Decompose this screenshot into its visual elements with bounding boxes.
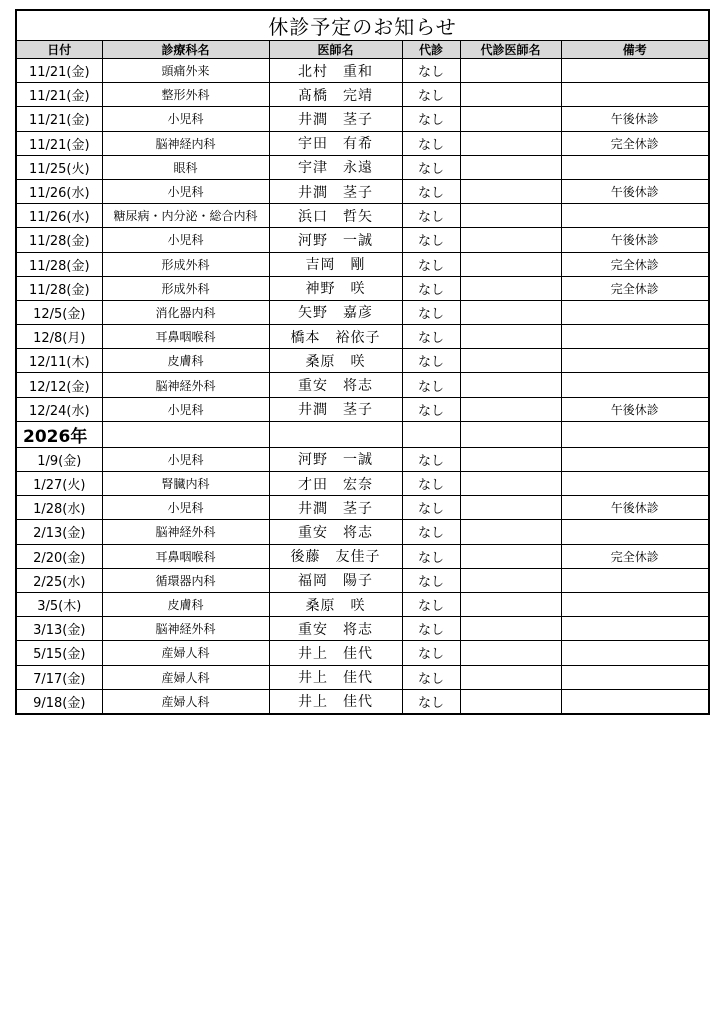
cell-doctor: 神野 咲 [269,276,402,300]
cell-doctor: 井上 佳代 [269,641,402,665]
cell-doctor: 重安 将志 [269,520,402,544]
cell-substitute-doctor [460,544,561,568]
empty-cell [269,421,402,447]
cell-remarks: 午後休診 [561,107,709,131]
header-department: 診療科名 [102,41,269,59]
cell-substitute: なし [402,617,460,641]
cell-department: 腎臓内科 [102,472,269,496]
header-doctor: 医師名 [269,41,402,59]
cell-substitute: なし [402,83,460,107]
cell-remarks: 完全休診 [561,544,709,568]
cell-date: 1/9(金) [16,447,102,471]
cell-date: 2/20(金) [16,544,102,568]
table-row [16,472,709,496]
cell-substitute: なし [402,665,460,689]
cell-department: 小児科 [102,107,269,131]
cell-date: 2/25(水) [16,568,102,592]
table-row [16,689,709,714]
table-row [16,496,709,520]
cell-substitute-doctor [460,325,561,349]
empty-cell [561,421,709,447]
cell-date: 2/13(金) [16,520,102,544]
cell-remarks [561,204,709,228]
cell-substitute: なし [402,373,460,397]
cell-doctor: 重安 将志 [269,617,402,641]
cell-department: 糖尿病・内分泌・総合内科 [102,204,269,228]
cell-department: 消化器内科 [102,300,269,324]
cell-remarks [561,520,709,544]
cell-doctor: 橋本 裕依子 [269,325,402,349]
cell-remarks [561,689,709,714]
header-substitute-doctor: 代診医師名 [460,41,561,59]
cell-date: 3/5(木) [16,592,102,616]
table-row [16,83,709,107]
cell-remarks [561,349,709,373]
cell-department: 産婦人科 [102,689,269,714]
cell-substitute-doctor [460,276,561,300]
closure-schedule-table [15,9,710,715]
cell-date: 12/11(木) [16,349,102,373]
cell-doctor: 重安 将志 [269,373,402,397]
cell-substitute-doctor [460,204,561,228]
year-label: 2026年 [16,421,102,447]
table-row [16,204,709,228]
cell-remarks [561,155,709,179]
table-row [16,641,709,665]
cell-doctor: 矢野 嘉彦 [269,300,402,324]
cell-substitute: なし [402,59,460,83]
table-row [16,349,709,373]
cell-department: 小児科 [102,447,269,471]
cell-department: 脳神経内科 [102,131,269,155]
cell-date: 7/17(金) [16,665,102,689]
table-row [16,300,709,324]
cell-doctor: 井澗 茎子 [269,107,402,131]
cell-department: 脳神経外科 [102,617,269,641]
cell-substitute: なし [402,496,460,520]
header-substitute: 代診 [402,41,460,59]
cell-department: 小児科 [102,397,269,421]
cell-date: 12/24(水) [16,397,102,421]
table-row [16,373,709,397]
cell-doctor: 浜口 哲矢 [269,204,402,228]
cell-substitute-doctor [460,689,561,714]
cell-substitute-doctor [460,300,561,324]
cell-doctor: 桑原 咲 [269,349,402,373]
cell-date: 11/25(火) [16,155,102,179]
cell-substitute: なし [402,325,460,349]
table-row [16,59,709,83]
cell-remarks: 午後休診 [561,397,709,421]
cell-doctor: 河野 一誠 [269,447,402,471]
cell-department: 脳神経外科 [102,373,269,397]
table-row [16,252,709,276]
cell-doctor: 宇田 有希 [269,131,402,155]
cell-substitute-doctor [460,349,561,373]
cell-department: 形成外科 [102,276,269,300]
cell-date: 12/8(月) [16,325,102,349]
cell-date: 12/5(金) [16,300,102,324]
cell-date: 11/28(金) [16,252,102,276]
cell-substitute-doctor [460,447,561,471]
cell-date: 1/27(火) [16,472,102,496]
cell-remarks: 完全休診 [561,276,709,300]
cell-department: 皮膚科 [102,349,269,373]
cell-remarks: 午後休診 [561,496,709,520]
cell-remarks: 完全休診 [561,252,709,276]
cell-substitute: なし [402,544,460,568]
table-row [16,520,709,544]
cell-substitute-doctor [460,568,561,592]
table-row [16,568,709,592]
table-row [16,228,709,252]
cell-department: 整形外科 [102,83,269,107]
cell-date: 5/15(金) [16,641,102,665]
cell-remarks [561,568,709,592]
cell-remarks [561,373,709,397]
cell-department: 産婦人科 [102,641,269,665]
cell-date: 11/28(金) [16,276,102,300]
cell-department: 皮膚科 [102,592,269,616]
cell-department: 小児科 [102,179,269,203]
cell-doctor: 宇津 永遠 [269,155,402,179]
cell-substitute-doctor [460,397,561,421]
header-remarks: 備考 [561,41,709,59]
cell-department: 循環器内科 [102,568,269,592]
cell-department: 脳神経外科 [102,520,269,544]
cell-substitute-doctor [460,228,561,252]
cell-doctor: 河野 一誠 [269,228,402,252]
cell-doctor: 井上 佳代 [269,665,402,689]
cell-substitute-doctor [460,107,561,131]
table-row [16,592,709,616]
cell-department: 耳鼻咽喉科 [102,544,269,568]
cell-remarks: 完全休診 [561,131,709,155]
cell-date: 11/26(水) [16,179,102,203]
cell-doctor: 髙橋 完靖 [269,83,402,107]
cell-doctor: 後藤 友佳子 [269,544,402,568]
cell-remarks [561,59,709,83]
page-title: 休診予定のお知らせ [16,10,709,41]
cell-substitute: なし [402,228,460,252]
cell-substitute-doctor [460,131,561,155]
cell-date: 11/21(金) [16,83,102,107]
cell-remarks [561,325,709,349]
cell-department: 頭痛外来 [102,59,269,83]
cell-substitute: なし [402,592,460,616]
cell-department: 産婦人科 [102,665,269,689]
cell-substitute-doctor [460,641,561,665]
cell-substitute-doctor [460,617,561,641]
cell-substitute: なし [402,568,460,592]
title-row [16,10,709,41]
cell-substitute-doctor [460,59,561,83]
cell-substitute: なし [402,397,460,421]
table-row [16,276,709,300]
cell-date: 11/21(金) [16,107,102,131]
cell-substitute: なし [402,252,460,276]
cell-substitute-doctor [460,83,561,107]
cell-substitute-doctor [460,520,561,544]
empty-cell [102,421,269,447]
cell-substitute: なし [402,179,460,203]
cell-date: 9/18(金) [16,689,102,714]
cell-substitute-doctor [460,496,561,520]
year-separator-row [16,421,709,447]
table-row [16,155,709,179]
cell-department: 形成外科 [102,252,269,276]
cell-doctor: 井澗 茎子 [269,397,402,421]
empty-cell [460,421,561,447]
header-date: 日付 [16,41,102,59]
cell-remarks [561,300,709,324]
cell-substitute-doctor [460,155,561,179]
table-row [16,665,709,689]
cell-remarks [561,592,709,616]
cell-substitute: なし [402,131,460,155]
table-row [16,131,709,155]
cell-doctor: 福岡 陽子 [269,568,402,592]
cell-date: 1/28(水) [16,496,102,520]
cell-substitute: なし [402,107,460,131]
cell-remarks: 午後休診 [561,228,709,252]
cell-remarks [561,641,709,665]
cell-substitute-doctor [460,592,561,616]
cell-remarks [561,665,709,689]
table-row [16,447,709,471]
cell-substitute: なし [402,641,460,665]
cell-doctor: 才田 宏奈 [269,472,402,496]
cell-remarks [561,447,709,471]
cell-doctor: 吉岡 剛 [269,252,402,276]
cell-date: 11/26(水) [16,204,102,228]
cell-remarks [561,617,709,641]
cell-substitute: なし [402,204,460,228]
cell-substitute: なし [402,520,460,544]
cell-substitute: なし [402,689,460,714]
cell-substitute: なし [402,300,460,324]
cell-department: 眼科 [102,155,269,179]
cell-department: 小児科 [102,496,269,520]
header-row [16,41,709,59]
cell-substitute: なし [402,276,460,300]
table-row [16,179,709,203]
cell-department: 小児科 [102,228,269,252]
cell-department: 耳鼻咽喉科 [102,325,269,349]
cell-substitute-doctor [460,472,561,496]
cell-substitute: なし [402,155,460,179]
cell-substitute-doctor [460,179,561,203]
cell-doctor: 北村 重和 [269,59,402,83]
cell-date: 11/28(金) [16,228,102,252]
cell-date: 12/12(金) [16,373,102,397]
cell-date: 3/13(金) [16,617,102,641]
cell-date: 11/21(金) [16,59,102,83]
cell-remarks: 午後休診 [561,179,709,203]
cell-doctor: 井上 佳代 [269,689,402,714]
cell-substitute: なし [402,472,460,496]
cell-substitute: なし [402,349,460,373]
empty-cell [402,421,460,447]
cell-doctor: 井澗 茎子 [269,496,402,520]
table-row [16,397,709,421]
cell-substitute-doctor [460,252,561,276]
cell-remarks [561,472,709,496]
cell-doctor: 井澗 茎子 [269,179,402,203]
cell-substitute-doctor [460,373,561,397]
table-row [16,617,709,641]
table-row [16,544,709,568]
table-row [16,325,709,349]
cell-substitute: なし [402,447,460,471]
cell-date: 11/21(金) [16,131,102,155]
table-row [16,107,709,131]
cell-substitute-doctor [460,665,561,689]
cell-remarks [561,83,709,107]
cell-doctor: 桑原 咲 [269,592,402,616]
